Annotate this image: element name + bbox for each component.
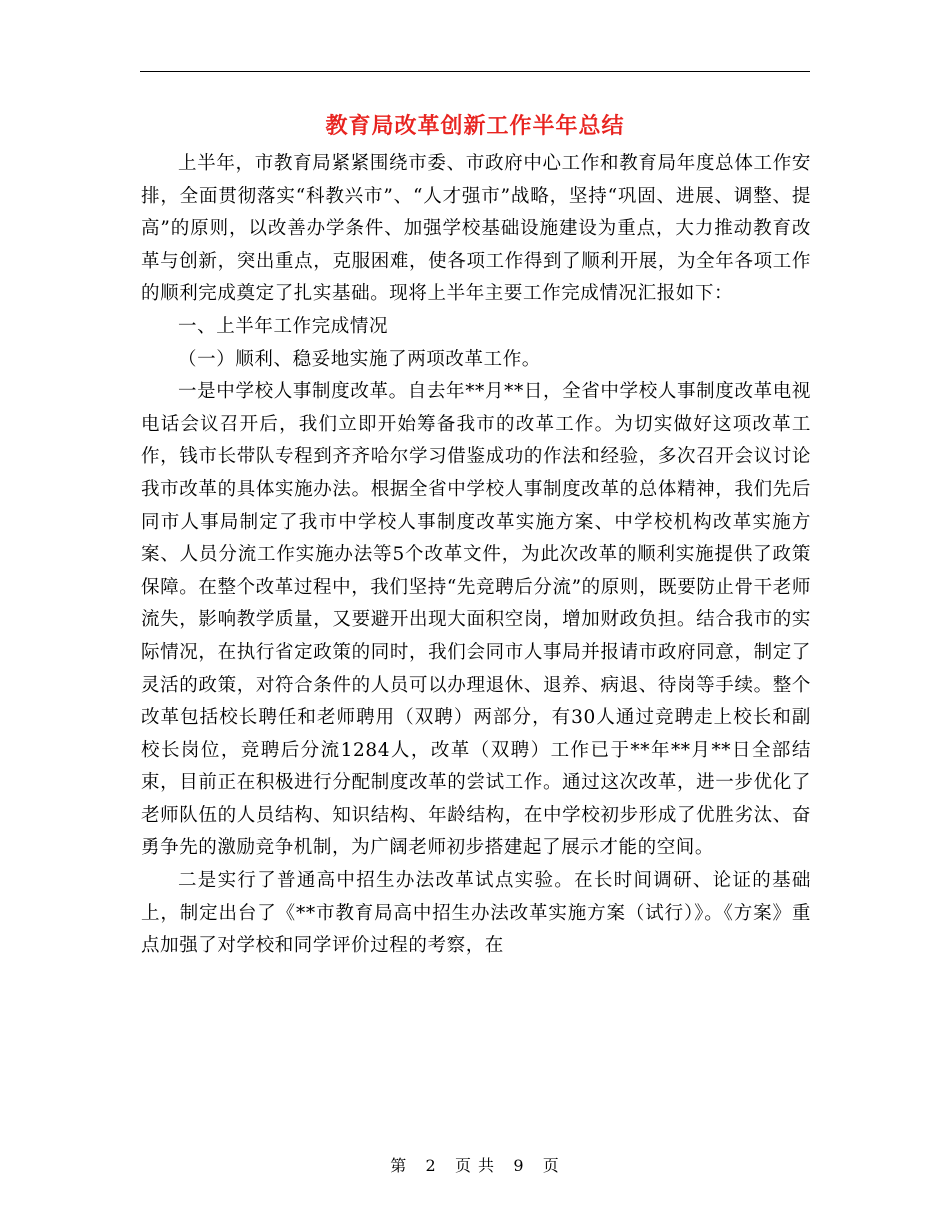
- section-heading-1: 一、上半年工作完成情况: [178, 315, 389, 337]
- footer-suffix: 页: [542, 1156, 560, 1175]
- footer-total-pages: 9: [513, 1156, 525, 1175]
- paragraph-personnel-reform: 一是中学校人事制度改革。自去年**月**日，全省中学校人事制度改革电视电话会议召开后，我们立即开始筹备我市的改革工作。为切实做好这项改革工作，钱市长带队专程到齐齐哈尔学习借鉴成功的作法和经验，多次召开会议讨论我市改革的具体实施办法。根据全省中学校人事制度改革的总体精神，我们先后同市人事局制定了我市中学校人事制度改革实施方案、中学校机构改革实施方案、人员分流工作实施办法等5个改革文件，为此次改革的顺利实施提供了政策保障。在整个改革过程中，我们坚持“先竞聘后分流”的原则，既要防止骨干老师流失，影响教学质量，又要避开出现大面积空岗，增加财政负担。结合我市的实际情况，在执行省定政策的同时，我们会同市人事局并报请市政府同意，制定了灵活的政策，对符合条件的人员可以办理退休、退养、病退、待岗等手续。整个改革包括校长聘任和老师聘用（双聘）两部分，有30人通过竞聘走上校长和副校长岗位，竞聘后分流1284人，改革（双聘）工作已于**年**月**日全部结束，目前正在积极进行分配制度改革的尝试工作。通过这次改革，进一步优化了老师队伍的人员结构、知识结构、年龄结构，在中学校初步形成了优胜劣汰、奋勇争先的激励竞争机制，为广阔老师初步搭建起了展示才能的空间。: [141, 381, 811, 859]
- paragraph-enrollment-reform: 二是实行了普通高中招生办法改革试点实验。在长时间调研、论证的基础上，制定出台了《**市教育局高中招生办法改革实施方案（试行）》。《方案》重点加强了对学校和同学评价过程的考察，在: [141, 870, 811, 957]
- document-body: [141, 148, 811, 963]
- paragraph-intro: 上半年，市教育局紧紧围绕市委、市政府中心工作和教育局年度总体工作安排，全面贯彻落实“科教兴市”、“人才强市”战略，坚持“巩固、进展、调整、提高”的原则，以改善办学条件、加强学校基础设施建设为重点，大力推动教育改革与创新，突出重点，克服困难，使各项工作得到了顺利开展，为全年各项工作的顺利完成奠定了扎实基础。现将上半年主要工作完成情况汇报如下：: [141, 153, 811, 305]
- footer-prefix: 第: [390, 1156, 408, 1175]
- header-rule: [140, 71, 810, 72]
- footer-middle: 页 共: [454, 1156, 496, 1175]
- document-title: 教育局改革创新工作半年总结: [325, 113, 625, 139]
- subsection-heading-1: （一）顺利、稳妥地实施了两项改革工作。: [178, 348, 541, 370]
- page-footer: [0, 1154, 950, 1178]
- footer-current-page: 2: [425, 1156, 437, 1175]
